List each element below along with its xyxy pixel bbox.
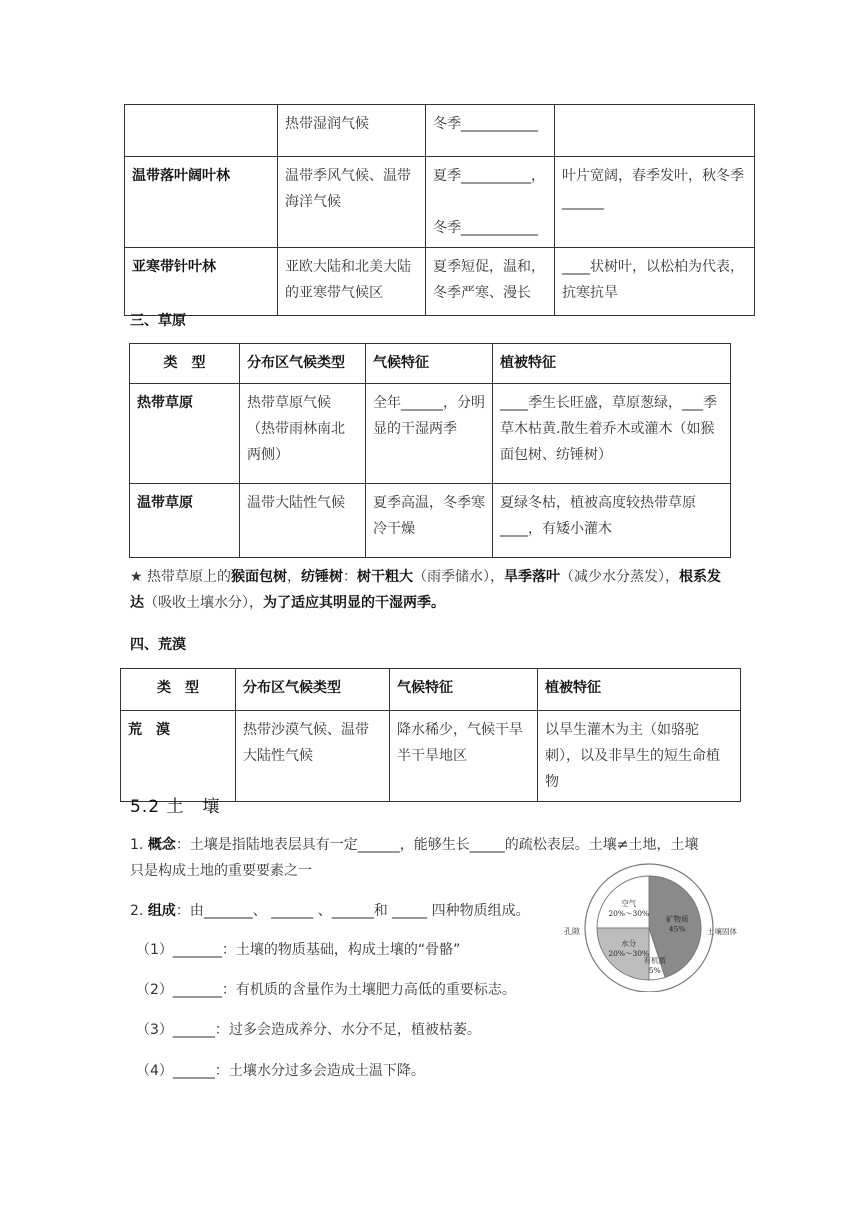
table-cell: 温带大陆性气候 [240, 484, 366, 558]
table-cell: 温带草原 [130, 484, 240, 558]
table-cell [125, 105, 278, 157]
column-header: 类 型 [121, 669, 236, 711]
table-cell: 夏季高温，冬季寒冷干燥 [366, 484, 493, 558]
table-row [130, 384, 731, 484]
table-cell: 热带湿润气候 [278, 105, 426, 157]
savanna-adaptation-note: ★ 热带草原上的猴面包树，纺锤树：树干粗大（雨季储水），旱季落叶（减少水分蒸发），根系发达（吸收土壤水分），为了适应其明显的干湿两季。 [130, 569, 722, 611]
table-cell: 热带沙漠气候、温带大陆性气候 [236, 711, 390, 802]
grassland-table [129, 343, 731, 558]
chart-outer-label: 孔隙 [564, 927, 580, 936]
column-header: 类 型 [130, 344, 240, 384]
pie-slice-value: 45% [668, 924, 686, 934]
table-cell: 热带草原气候 （热带雨林南北两侧） [240, 384, 366, 484]
table-cell: 降水稀少，气候干旱半干旱地区 [390, 711, 538, 802]
table-cell: 全年______，分明显的干湿两季 [366, 384, 493, 484]
table-cell [555, 105, 755, 157]
column-header: 分布区气候类型 [240, 344, 366, 384]
pie-slice-value: 5% [648, 965, 661, 975]
table-row [125, 248, 755, 316]
table-row [125, 105, 755, 157]
table-header-row [130, 344, 731, 384]
table-row [125, 157, 755, 248]
table-cell: 夏季短促，温和，冬季严寒、漫长 [426, 248, 555, 316]
table-row [121, 711, 741, 802]
table-cell: 冬季___________ [426, 105, 555, 157]
column-header: 分布区气候类型 [236, 669, 390, 711]
pie-slice-value: 20%～30% [608, 949, 650, 959]
list-item: （1）_______：土壤的物质基础，构成土壤的“骨骼” [136, 942, 461, 958]
table-cell: ____季生长旺盛，草原葱绿，___季草木枯黄.散生着乔木或灌木（如猴面包树、纺锤树） [493, 384, 731, 484]
table-cell: 亚寒带针叶林 [125, 248, 278, 316]
list-item: （3）______：过多会造成养分、水分不足，植被枯萎。 [136, 1022, 481, 1038]
pie-slice-label: 水分 [621, 939, 637, 949]
table-cell: 温带季风气候、温带海洋气候 [278, 157, 426, 248]
soil-concept: 1. 概念：土壤是指陆地表层具有一定______，能够生长_____的疏松表层。土壤≠土地，土壤 只是构成土地的重要要素之一 [130, 837, 699, 879]
pie-slice-label: 有机质 [643, 955, 667, 965]
table-cell: ____状树叶，以松柏为代表，抗寒抗旱 [555, 248, 755, 316]
table-header-row [121, 669, 741, 711]
column-header: 气候特征 [390, 669, 538, 711]
section-title-desert: 四、荒漠 [130, 637, 186, 653]
list-item: （4）______：土壤水分过多会造成土温下降。 [136, 1063, 425, 1079]
soil-composition: 2. 组成：由_______、 ______ 、______和 _____ 四种物质组成。 [130, 903, 530, 919]
table-cell: 荒 漠 [121, 711, 236, 802]
pie-slice-label: 空气 [621, 898, 637, 908]
soil-composition-pie-chart [560, 860, 740, 992]
table-cell: 温带落叶阔叶林 [125, 157, 278, 248]
table-cell: 热带草原 [130, 384, 240, 484]
list-item: （2）_______：有机质的含量作为土壤肥力高低的重要标志。 [136, 982, 516, 998]
star-icon: ★ [130, 569, 143, 585]
column-header: 植被特征 [493, 344, 731, 384]
chart-outer-label: 土壤固体 [707, 927, 737, 936]
column-header: 植被特征 [538, 669, 741, 711]
table-row [130, 484, 731, 558]
desert-table [120, 668, 741, 802]
table-cell: 夏绿冬枯，植被高度较热带草原____，有矮小灌木 [493, 484, 731, 558]
pie-slice-label: 矿物质 [665, 914, 689, 924]
section-title-grassland: 三、草原 [130, 313, 186, 329]
table-cell: 以旱生灌木为主（如骆驼刺），以及非旱生的短生命植物 [538, 711, 741, 802]
soil-section-title: 5.2 土 壤 [130, 797, 221, 817]
forest-table [124, 104, 755, 316]
table-cell: 叶片宽阔，春季发叶，秋冬季______ [555, 157, 755, 248]
table-cell: 夏季__________， 冬季___________ [426, 157, 555, 248]
pie-slice-value: 20%～30% [608, 908, 650, 918]
column-header: 气候特征 [366, 344, 493, 384]
table-cell: 亚欧大陆和北美大陆的亚寒带气候区 [278, 248, 426, 316]
